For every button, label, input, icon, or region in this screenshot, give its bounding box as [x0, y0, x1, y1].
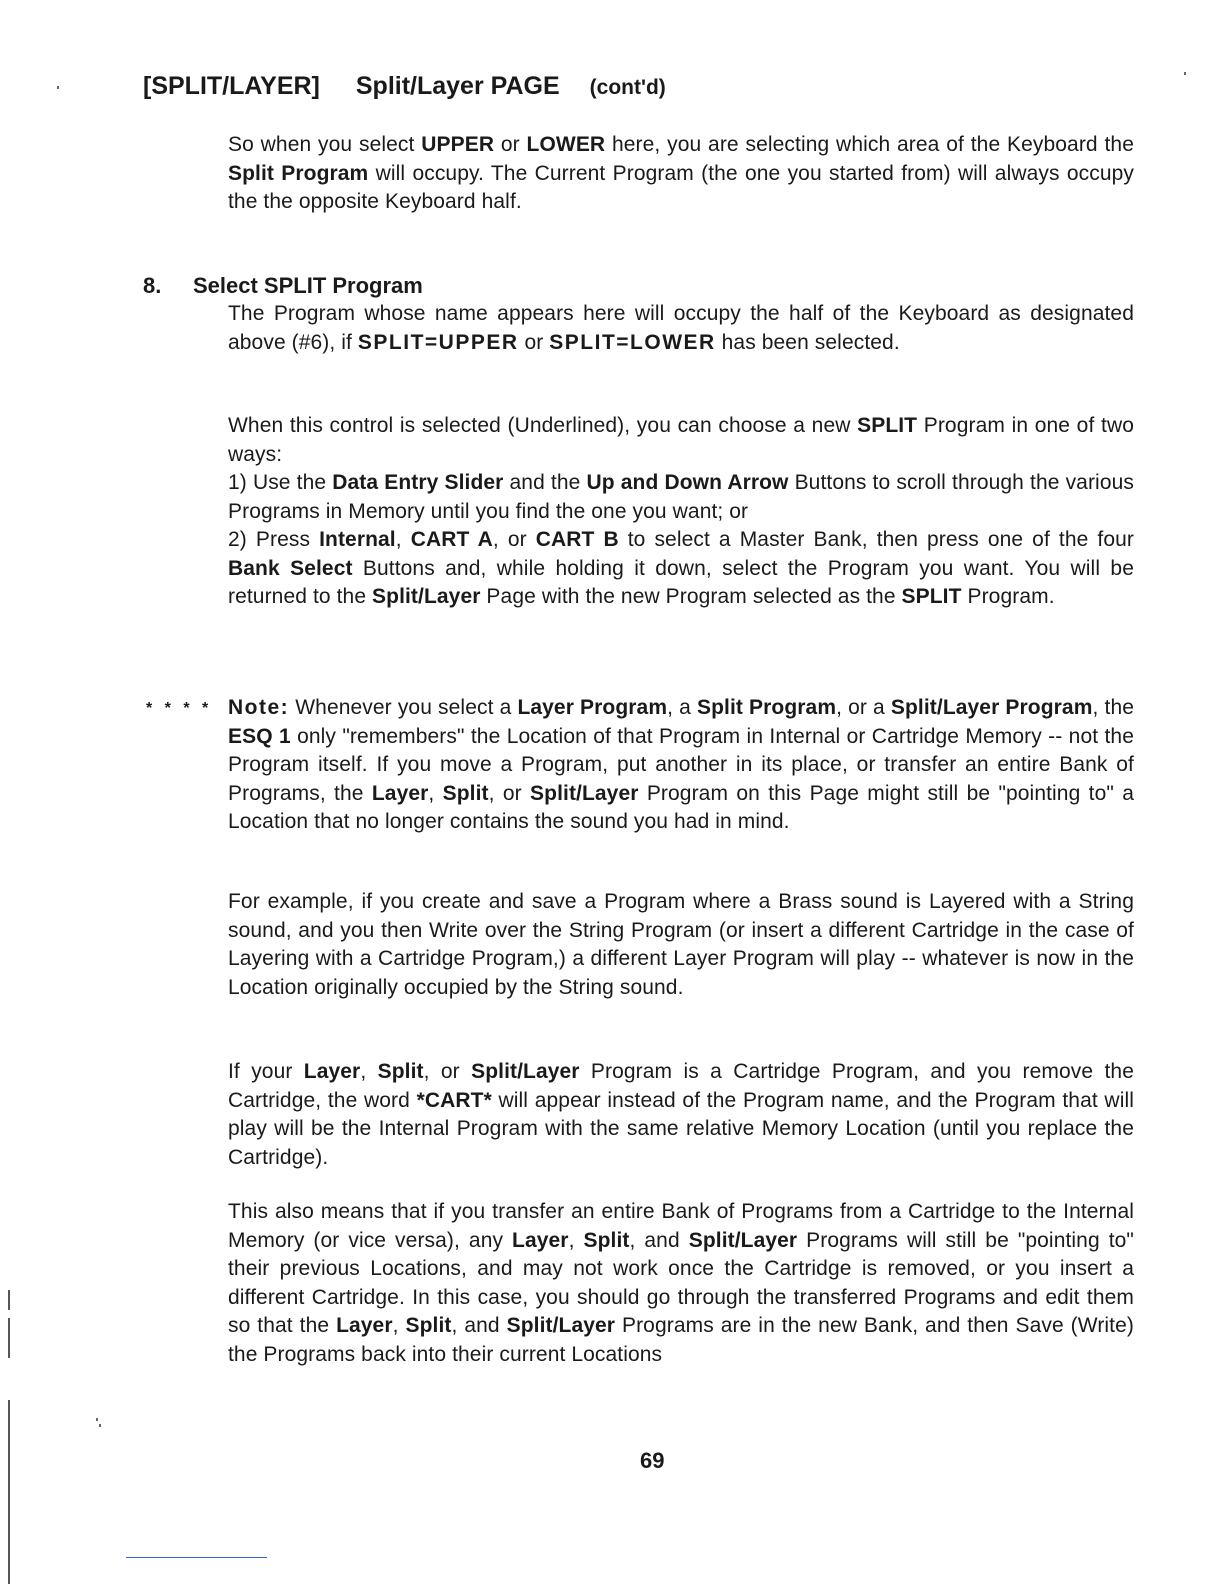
section-list-item: 1) Use the Data Entry Slider and the Up and Down Arrow Buttons to scroll through the various Programs in Memory until you find the one you want; or: [228, 471, 1134, 523]
scan-dot: [1184, 72, 1186, 75]
section-number: 8.: [143, 273, 162, 298]
scan-dot: [57, 86, 59, 89]
scan-edge-mark: [8, 1400, 10, 1584]
note-stars: * * * *: [146, 700, 213, 717]
page-number: 69: [640, 1448, 665, 1473]
section-heading: [143, 273, 423, 299]
footer-rule: [126, 1557, 267, 1558]
page-header: [143, 72, 666, 101]
intro-paragraph: So when you select UPPER or LOWER here, you are selecting which area of the Keyboard the Split Program will occupy. The Current Program (the one you started from) will always occupy the the opposite Keyboard half.: [228, 133, 1134, 214]
section-paragraph: When this control is selected (Underlined), you can choose a new SPLIT Program in one of two ways:: [228, 414, 1134, 466]
note-paragraph: If your Layer, Split, or Split/Layer Program is a Cartridge Program, and you remove the Cartridge, the word *CART* will appear instead of the Program name, and the Program that will play will be the Internal Program with the same relative Memory Location (until you replace the Cartridge).: [228, 1060, 1134, 1169]
header-title: Split/Layer PAGE: [355, 72, 560, 100]
scan-dot: [99, 1424, 101, 1427]
note-paragraph: This also means that if you transfer an entire Bank of Programs from a Cartridge to the Internal Memory (or vice versa), any Layer, Split, and Split/Layer Programs will still be "pointing to" their previous Locations, and may not work once the Cartridge is removed, or you insert a different Cartridge. In this case, you should go through the transferred Programs and edit them so that the Layer, Split, and Split/Layer Programs are in the new Bank, and then Save (Write) the Programs back into their current Locations: [228, 1200, 1134, 1366]
scan-edge-mark: [8, 1290, 10, 1310]
header-contd: (cont'd): [589, 76, 666, 99]
note-label: Note:: [228, 696, 290, 719]
scan-edge-mark: [8, 1318, 10, 1358]
note-paragraph: For example, if you create and save a Program where a Brass sound is Layered with a String sound, and you then Write over the String Program (or insert a different Cartridge in the case of Layering with a Cartridge Program,) a different Layer Program will play -- whatever is now in the Location originally occupied by the String sound.: [228, 890, 1134, 999]
section-title: Select SPLIT Program: [193, 273, 423, 298]
scan-dot: [96, 1418, 98, 1421]
note-paragraph: Note: Whenever you select a Layer Program, a Split Program, or a Split/Layer Program, the ESQ 1 only "remembers" the Location of that Program in Internal or Cartridge Memory -- not the Program itself. If you move a Program, put another in its place, or transfer an entire Bank of Programs, the Layer, Split, or Split/Layer Program on this Page might still be "pointing to" a Location that no longer contains the sound you had in mind.: [228, 696, 1134, 834]
header-tag: [SPLIT/LAYER]: [143, 72, 320, 100]
section-list-item: 2) Press Internal, CART A, or CART B to select a Master Bank, then press one of the four Bank Select Buttons and, while holding it down, select the Program you want. You will be returned to the Split/Layer Page with the new Program selected as the SPLIT Program.: [228, 528, 1134, 609]
section-paragraph: The Program whose name appears here will occupy the half of the Keyboard as designated above (#6), if SPLIT=UPPER or SPLIT=LOWER has been selected.: [228, 302, 1134, 354]
